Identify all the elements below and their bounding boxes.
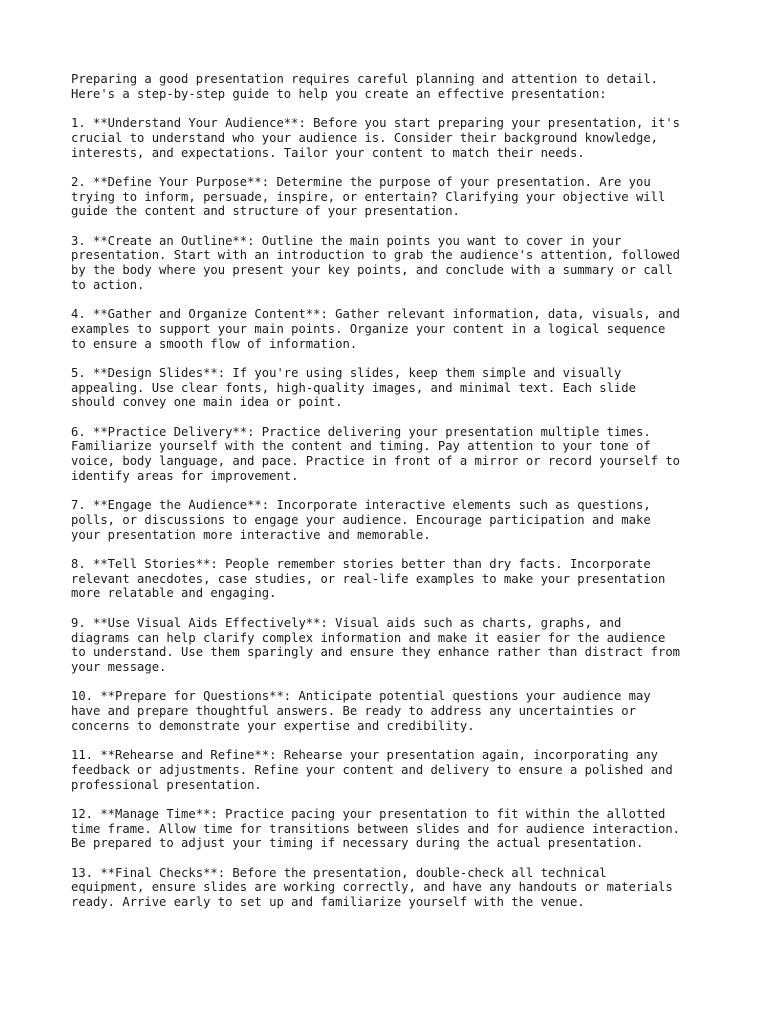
step-3-paragraph: 3. **Create an Outline**: Outline the main points you want to cover in your presentation. Start with an introduction to grab the audience's attention, followed by the body where you present your key points, and conclude with a summary or call to action. [71,233,681,292]
step-9-paragraph: 9. **Use Visual Aids Effectively**: Visual aids such as charts, graphs, and diagrams can help clarify complex information and make it easier for the audience to understand. Use them sparingly and ensure they enhance rather than distract from your message. [71,615,681,674]
document-body [71,72,711,925]
step-5-paragraph: 5. **Design Slides**: If you're using slides, keep them simple and visually appealing. Use clear fonts, high-quality images, and minimal text. Each slide should convey one main idea or point. [71,365,636,410]
step-4-paragraph: 4. **Gather and Organize Content**: Gather relevant information, data, visuals, and examples to support your main points. Organize your content in a logical sequence to ensure a smooth flow of information. [71,307,681,351]
step-1-paragraph: 1. **Understand Your Audience**: Before you start preparing your presentation, it's crucial to understand who your audience is. Consider their background knowledge, interests, and expectations. Tailor your content to match their needs. [71,116,681,160]
intro-paragraph: Preparing a good presentation requires careful planning and attention to detail. Here's a step-by-step guide to help you create an effective presentation: [71,72,658,101]
step-11-paragraph: 11. **Rehearse and Refine**: Rehearse your presentation again, incorporating any feedback or adjustments. Refine your content and delivery to ensure a polished and professional presentation. [71,748,673,792]
step-13-paragraph: 13. **Final Checks**: Before the presentation, double-check all technical equipment, ensure slides are working correctly, and have any handouts or materials ready. Arrive early to set up and familiarize yourself with the venue. [71,865,673,910]
step-8-paragraph: 8. **Tell Stories**: People remember stories better than dry facts. Incorporate relevant anecdotes, case studies, or real-life examples to make your presentation more relatable and engaging. [71,557,666,601]
step-7-paragraph: 7. **Engage the Audience**: Incorporate interactive elements such as questions, polls, or discussions to engage your audience. Encourage participation and make your presentation more interactive and memorable. [71,498,651,542]
step-10-paragraph: 10. **Prepare for Questions**: Anticipate potential questions your audience may have and prepare thoughtful answers. Be ready to address any uncertainties or concerns to demonstrate your expertise and credibility. [71,689,651,733]
step-2-paragraph: 2. **Define Your Purpose**: Determine the purpose of your presentation. Are you trying to inform, persuade, inspire, or entertain? Clarifying your objective will guide the content and structure of your presentation. [71,174,666,219]
step-6-paragraph: 6. **Practice Delivery**: Practice delivering your presentation multiple times. Familiarize yourself with the content and timing. Pay attention to your tone of voice, body language, and pace. Practice in front of a mirror or record yourself to identify areas for improvement. [71,424,681,483]
step-12-paragraph: 12. **Manage Time**: Practice pacing your presentation to fit within the allotted time frame. Allow time for transitions between slides and for audience interaction. Be prepared to adjust your timing if necessary during the actual presentation. [71,806,681,851]
